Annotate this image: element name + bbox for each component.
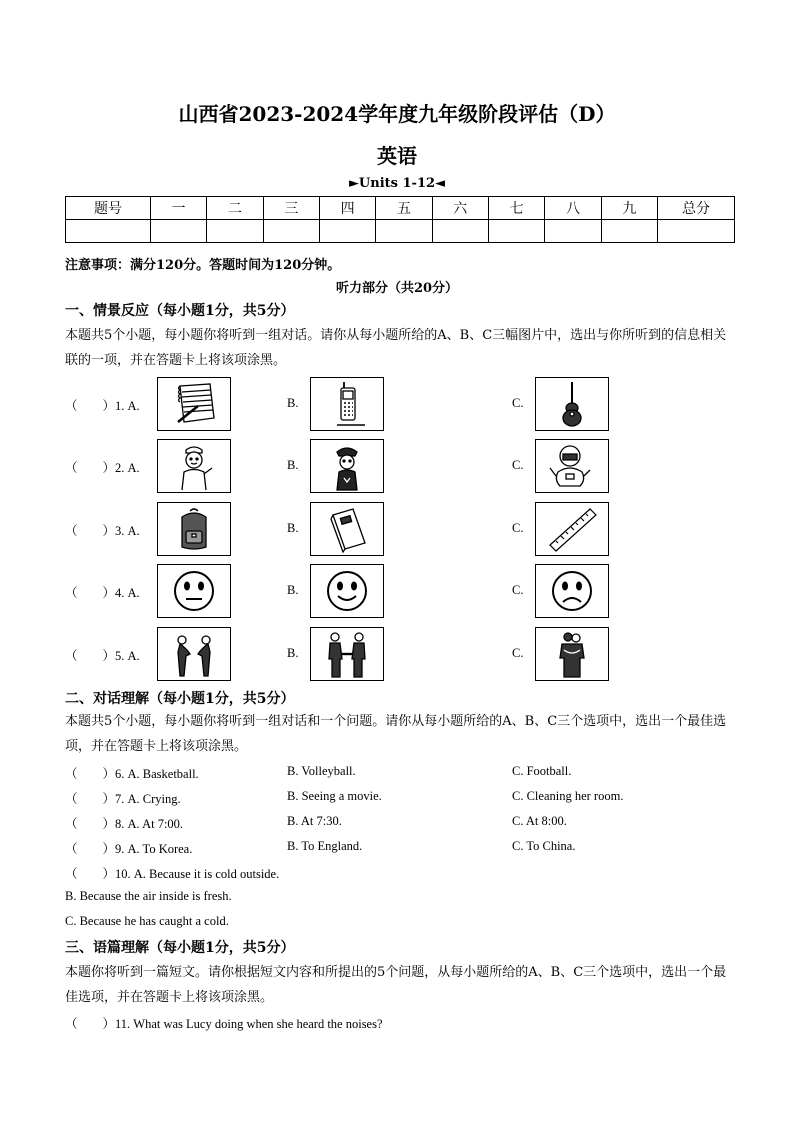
question-2-b-label: B. <box>287 458 299 472</box>
question-6-c: C. Football. <box>512 764 572 778</box>
question-1-c-label: C. <box>512 396 524 410</box>
question-9-c: C. To China. <box>512 839 576 853</box>
question-4-label: （ ）4. A. <box>65 586 140 600</box>
score-cell[interactable] <box>66 220 151 243</box>
question-3-b-label: B. <box>287 521 299 535</box>
doctor-icon[interactable] <box>157 439 231 493</box>
score-header-cell: 七 <box>488 197 544 220</box>
question-4-b-label: B. <box>287 583 299 597</box>
score-cell[interactable] <box>319 220 375 243</box>
question-3-label: （ ）3. A. <box>65 524 140 538</box>
score-header-cell: 八 <box>545 197 601 220</box>
question-8-a: （ ）8. A. At 7:00. <box>65 817 184 831</box>
score-cell[interactable] <box>376 220 432 243</box>
question-7-c: C. Cleaning her room. <box>512 789 624 803</box>
section2-instructions: 本题共5个小题，每小题你将听到一组对话和一个问题。请你从每小题所给的A、B、C三个选项中，选出一个最佳选项，并在答题卡上将该项涂黑。 <box>65 714 727 754</box>
question-2-c-label: C. <box>512 458 524 472</box>
question-2-label: （ ）2. A. <box>65 461 140 475</box>
units-range: ►Units 1-12◄ <box>348 176 446 191</box>
question-6-a: （ ）6. A. Basketball. <box>65 767 199 781</box>
section1-title: 一、情景反应（每小题1分，共5分） <box>65 303 295 319</box>
question-10-b: B. Because the air inside is fresh. <box>65 889 232 903</box>
question-5-b-label: B. <box>287 646 299 660</box>
score-header-cell: 二 <box>207 197 263 220</box>
section1-instructions: 本题共5个小题，每小题你将听到一组对话。请你从每小题所给的A、B、C三幅图片中，选出与你所听到的信息相关联的一项，并在答题卡上将该项涂黑。 <box>65 328 727 368</box>
subject-title: 英语 <box>377 144 417 168</box>
score-cell[interactable] <box>601 220 657 243</box>
question-9-a: （ ）9. A. To Korea. <box>65 842 193 856</box>
question-4-c-label: C. <box>512 583 524 597</box>
score-cell[interactable] <box>207 220 263 243</box>
question-8-b: B. At 7:30. <box>287 814 342 828</box>
handshake-icon[interactable] <box>310 627 384 681</box>
question-10-c: C. Because he has caught a cold. <box>65 914 229 928</box>
guitar-icon[interactable] <box>535 377 609 431</box>
question-3-c-label: C. <box>512 521 524 535</box>
question-11: （ ）11. What was Lucy doing when she heard the noises? <box>65 1017 383 1031</box>
score-cell[interactable] <box>151 220 207 243</box>
score-cell[interactable] <box>545 220 601 243</box>
score-header-cell: 六 <box>432 197 488 220</box>
score-cell[interactable] <box>488 220 544 243</box>
question-1-label: （ ）1. A. <box>65 399 140 413</box>
smile-face-icon[interactable] <box>310 564 384 618</box>
question-7-a: （ ）7. A. Crying. <box>65 792 181 806</box>
book-icon[interactable] <box>310 502 384 556</box>
phone-icon[interactable] <box>310 377 384 431</box>
score-table-header-row <box>66 197 735 220</box>
question-7-b: B. Seeing a movie. <box>287 789 382 803</box>
score-header-cell: 总分 <box>658 197 735 220</box>
section3-instructions: 本题你将听到一篇短文。请你根据短文内容和所提出的5个问题，从每小题所给的A、B、C三个选项中，选出一个最佳选项，并在答题卡上将该项涂黑。 <box>65 965 727 1005</box>
score-table-input-row <box>66 220 735 243</box>
astronaut-icon[interactable] <box>535 439 609 493</box>
score-cell[interactable] <box>432 220 488 243</box>
ruler-icon[interactable] <box>535 502 609 556</box>
score-header-cell: 一 <box>151 197 207 220</box>
question-10-a: （ ）10. A. Because it is cold outside. <box>65 867 280 881</box>
notebook-icon[interactable] <box>157 377 231 431</box>
score-header-cell: 九 <box>601 197 657 220</box>
question-5-c-label: C. <box>512 646 524 660</box>
listening-title: 听力部分（共20分） <box>335 281 459 296</box>
neutral-face-icon[interactable] <box>157 564 231 618</box>
notice: 注意事项：满分120分。答题时间为120分钟。 <box>65 258 341 273</box>
question-1-b-label: B. <box>287 396 299 410</box>
police-icon[interactable] <box>310 439 384 493</box>
question-6-b: B. Volleyball. <box>287 764 356 778</box>
score-header-cell: 题号 <box>66 197 151 220</box>
score-cell[interactable] <box>263 220 319 243</box>
score-cell[interactable] <box>658 220 735 243</box>
question-5-label: （ ）5. A. <box>65 649 140 663</box>
question-9-b: B. To England. <box>287 839 363 853</box>
section3-title: 三、语篇理解（每小题1分，共5分） <box>65 940 295 956</box>
hug-icon[interactable] <box>535 627 609 681</box>
score-header-cell: 三 <box>263 197 319 220</box>
question-8-c: C. At 8:00. <box>512 814 567 828</box>
bowing-icon[interactable] <box>157 627 231 681</box>
page-title: 山西省2023-2024学年度九年级阶段评估（D） <box>178 102 616 126</box>
section2-title: 二、对话理解（每小题1分，共5分） <box>65 691 295 707</box>
score-table <box>65 196 735 243</box>
sad-face-icon[interactable] <box>535 564 609 618</box>
score-header-cell: 四 <box>319 197 375 220</box>
score-header-cell: 五 <box>376 197 432 220</box>
backpack-icon[interactable] <box>157 502 231 556</box>
